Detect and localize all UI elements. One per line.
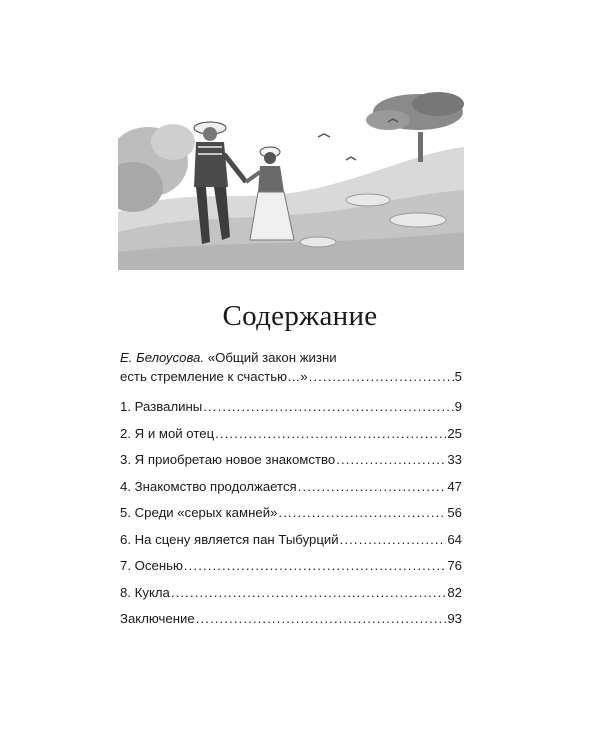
toc-entry: [120, 556, 462, 575]
toc-entry: [120, 424, 462, 443]
toc-entry: [120, 503, 462, 522]
toc-title: Содержание: [222, 300, 378, 332]
toc-entry-label: 2. Я и мой отец: [120, 425, 215, 441]
dot-leader: [196, 609, 447, 628]
toc-entry-page: 9: [454, 399, 462, 414]
dot-leader: [309, 367, 454, 386]
toc-entry-page: 93: [447, 611, 462, 626]
toc-entry-label: 5. Среди «серых камней»: [120, 505, 278, 520]
toc-entry-page: 33: [447, 452, 462, 467]
intro-entry-line2: [120, 367, 462, 386]
intro-title-line1: «Общий закон жизни: [207, 350, 337, 365]
toc-entry-label: 6. На сцену является пан Тыбурций: [120, 531, 339, 547]
toc-entry-page: 64: [447, 531, 462, 547]
toc-entry-page: 82: [447, 584, 462, 600]
toc-entry: [120, 397, 462, 416]
toc-entry-label: Заключение: [120, 611, 195, 626]
illustration-children-walking-in-field: [118, 92, 464, 270]
intro-title-line2: есть стремление к счастью…»: [120, 369, 308, 384]
toc-entry-label: 3. Я приобретаю новое знакомство: [120, 452, 336, 467]
toc-entry-page: 47: [447, 478, 462, 494]
table-of-contents: [120, 348, 462, 636]
dot-leader: [215, 424, 446, 443]
toc-entry-label: 4. Знакомство продолжается: [120, 478, 297, 494]
toc-entry: [120, 609, 462, 628]
intro-page-number: 5: [454, 369, 462, 384]
toc-entry-label: 8. Кукла: [120, 584, 170, 600]
toc-entry: [120, 530, 462, 549]
dot-leader: [340, 530, 447, 549]
toc-entry-label: 7. Осенью: [120, 558, 183, 573]
toc-entry: [120, 583, 462, 602]
dot-leader: [184, 556, 446, 575]
toc-entry-page: 76: [447, 558, 462, 573]
dot-leader: [298, 477, 447, 496]
toc-entry-label: 1. Развалины: [120, 399, 203, 414]
toc-entry-page: 56: [447, 505, 462, 520]
dot-leader: [336, 450, 446, 469]
toc-entry: [120, 477, 462, 496]
dot-leader: [171, 583, 446, 602]
intro-author: Е. Белоусова.: [120, 350, 205, 365]
chapter-list: [120, 397, 462, 628]
intro-entry-line1: [120, 348, 462, 367]
toc-entry-page: 25: [447, 425, 462, 441]
dot-leader: [278, 503, 446, 522]
dot-leader: [203, 397, 453, 416]
toc-entry: [120, 450, 462, 469]
